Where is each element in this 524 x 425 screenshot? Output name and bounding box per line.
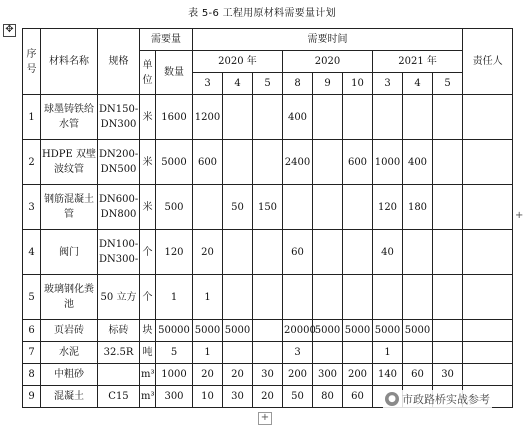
table-row [23, 140, 513, 185]
row-number: 4 [23, 230, 41, 275]
month-header: 5 [253, 73, 283, 95]
month-value-cell [313, 275, 343, 320]
month-value-cell [433, 275, 463, 320]
material-name: 中粗砂 [41, 364, 98, 386]
material-spec: DN100-DN300- [98, 230, 140, 275]
month-value-cell: 1000 [373, 140, 403, 185]
month-value-cell [343, 342, 373, 364]
month-value-cell: 200 [283, 364, 313, 386]
month-value-cell: 5000 [373, 320, 403, 342]
watermark [383, 390, 492, 408]
month-value-cell: 180 [403, 185, 433, 230]
material-spec: 32.5R [98, 342, 140, 364]
material-spec: DN600-DN800 [98, 185, 140, 230]
month-value-cell: 5000 [193, 320, 223, 342]
month-value-cell [223, 342, 253, 364]
month-value-cell: 300 [313, 364, 343, 386]
month-value-cell [193, 185, 223, 230]
month-value-cell [403, 230, 433, 275]
header-time: 需要时间 [193, 29, 463, 51]
table-caption: 表 5-6 工程用原材料需要量计划 [188, 8, 336, 19]
month-value-cell: 1 [193, 342, 223, 364]
month-value-cell [343, 275, 373, 320]
table-row [23, 342, 513, 364]
month-value-cell: 3 [283, 342, 313, 364]
header-year-2020-a: 2020 年 [193, 51, 283, 73]
material-name: 阀门 [41, 230, 98, 275]
month-value-cell [223, 275, 253, 320]
month-value-cell [343, 95, 373, 140]
month-value-cell [433, 140, 463, 185]
month-value-cell [253, 140, 283, 185]
unit-cell: 米 [140, 185, 156, 230]
month-header: 9 [313, 73, 343, 95]
unit-cell: 块 [140, 320, 156, 342]
month-value-cell: 2400 [283, 140, 313, 185]
material-spec: DN150-DN300 [98, 95, 140, 140]
header-unit: 单 位 [140, 51, 156, 95]
owner-cell [463, 230, 513, 275]
material-spec: DN200-DN500 [98, 140, 140, 185]
material-spec: C15 [98, 386, 140, 408]
month-value-cell [433, 342, 463, 364]
header-row-1 [23, 29, 513, 51]
month-value-cell [313, 230, 343, 275]
month-value-cell: 50 [283, 386, 313, 408]
month-value-cell: 400 [283, 95, 313, 140]
month-value-cell [283, 185, 313, 230]
month-value-cell: 1200 [193, 95, 223, 140]
month-value-cell [373, 95, 403, 140]
row-number: 7 [23, 342, 41, 364]
table-row [23, 275, 513, 320]
month-value-cell [253, 342, 283, 364]
quantity-cell: 500 [156, 185, 193, 230]
table-row [23, 230, 513, 275]
material-name: 玻璃钢化粪池 [41, 275, 98, 320]
month-value-cell: 400 [403, 140, 433, 185]
header-owner: 责任人 [463, 29, 513, 95]
month-header: 4 [223, 73, 253, 95]
quantity-cell: 50000 [156, 320, 193, 342]
owner-cell [463, 364, 513, 386]
month-value-cell: 40 [373, 230, 403, 275]
owner-cell [463, 185, 513, 230]
header-quantity: 数量 [156, 51, 193, 95]
month-value-cell: 60 [283, 230, 313, 275]
quantity-cell: 300 [156, 386, 193, 408]
month-value-cell: 60 [403, 364, 433, 386]
owner-cell [463, 320, 513, 342]
month-value-cell: 20 [193, 364, 223, 386]
month-value-cell: 20 [193, 230, 223, 275]
month-value-cell [313, 140, 343, 185]
row-number: 9 [23, 386, 41, 408]
month-value-cell [433, 185, 463, 230]
month-value-cell [223, 95, 253, 140]
row-number: 6 [23, 320, 41, 342]
month-value-cell [373, 275, 403, 320]
month-value-cell: 50 [223, 185, 253, 230]
header-seq: 序 号 [23, 29, 41, 95]
month-value-cell [283, 275, 313, 320]
quantity-cell: 5 [156, 342, 193, 364]
unit-cell: 米 [140, 95, 156, 140]
month-value-cell [223, 140, 253, 185]
unit-cell: 个 [140, 275, 156, 320]
month-value-cell: 30 [253, 364, 283, 386]
month-header: 8 [283, 73, 313, 95]
row-number: 1 [23, 95, 41, 140]
month-value-cell [253, 275, 283, 320]
material-spec: 标砖 [98, 320, 140, 342]
owner-cell [463, 140, 513, 185]
month-value-cell [433, 320, 463, 342]
month-value-cell: 80 [313, 386, 343, 408]
month-value-cell: 5000 [223, 320, 253, 342]
add-row-handle-icon[interactable]: + [258, 412, 272, 425]
month-header: 10 [343, 73, 373, 95]
month-value-cell: 20 [223, 364, 253, 386]
month-value-cell [253, 320, 283, 342]
wechat-icon: ● [385, 392, 399, 406]
material-name: 钢筋混凝土管 [41, 185, 98, 230]
quantity-cell: 1600 [156, 95, 193, 140]
month-value-cell: 140 [373, 364, 403, 386]
month-value-cell [253, 95, 283, 140]
watermark-text: 市政路桥实战参考 [402, 393, 490, 406]
month-value-cell: 5000 [313, 320, 343, 342]
month-value-cell [223, 230, 253, 275]
month-value-cell [313, 95, 343, 140]
month-header: 3 [193, 73, 223, 95]
material-plan-table [22, 28, 513, 408]
quantity-cell: 5000 [156, 140, 193, 185]
header-year-2021: 2021 年 [373, 51, 463, 73]
header-material-name: 材料名称 [41, 29, 98, 95]
material-name: 页岩砖 [41, 320, 98, 342]
month-value-cell: 600 [193, 140, 223, 185]
month-value-cell [343, 230, 373, 275]
month-value-cell: 30 [223, 386, 253, 408]
material-spec [98, 364, 140, 386]
month-value-cell: 20 [253, 386, 283, 408]
month-value-cell: 30 [433, 364, 463, 386]
month-value-cell: 5000 [343, 320, 373, 342]
add-column-handle-icon[interactable]: + [515, 210, 524, 221]
quantity-cell: 120 [156, 230, 193, 275]
month-value-cell: 200 [343, 364, 373, 386]
month-value-cell: 120 [373, 185, 403, 230]
quantity-cell: 1 [156, 275, 193, 320]
month-value-cell: 20000 [283, 320, 313, 342]
row-number: 5 [23, 275, 41, 320]
month-value-cell [313, 342, 343, 364]
unit-cell: 个 [140, 230, 156, 275]
owner-cell [463, 342, 513, 364]
month-value-cell [253, 230, 283, 275]
material-name: 混凝土 [41, 386, 98, 408]
month-value-cell: 10 [193, 386, 223, 408]
header-spec: 规格 [98, 29, 140, 95]
unit-cell: m³ [140, 386, 156, 408]
table-move-handle-icon[interactable]: ✥ [3, 24, 16, 37]
header-year-2020-b: 2020 [283, 51, 373, 73]
material-spec: 50 立方 [98, 275, 140, 320]
month-value-cell [433, 95, 463, 140]
month-header: 3 [373, 73, 403, 95]
month-value-cell: 150 [253, 185, 283, 230]
row-number: 2 [23, 140, 41, 185]
month-header: 4 [403, 73, 433, 95]
table-row [23, 364, 513, 386]
material-name: 球墨铸铁给水管 [41, 95, 98, 140]
material-name: 水泥 [41, 342, 98, 364]
table-row [23, 95, 513, 140]
month-value-cell [403, 342, 433, 364]
month-value-cell [403, 275, 433, 320]
row-number: 3 [23, 185, 41, 230]
month-value-cell [433, 230, 463, 275]
month-value-cell: 1 [193, 275, 223, 320]
unit-cell: 米 [140, 140, 156, 185]
month-value-cell: 5000 [403, 320, 433, 342]
month-value-cell: 60 [343, 386, 373, 408]
material-name: HDPE 双壁波纹管 [41, 140, 98, 185]
month-value-cell [313, 185, 343, 230]
unit-cell: 吨 [140, 342, 156, 364]
month-value-cell [403, 95, 433, 140]
month-value-cell [343, 185, 373, 230]
row-number: 8 [23, 364, 41, 386]
owner-cell [463, 95, 513, 140]
month-value-cell: 600 [343, 140, 373, 185]
month-header: 5 [433, 73, 463, 95]
unit-cell: m³ [140, 364, 156, 386]
table-row [23, 320, 513, 342]
owner-cell [463, 275, 513, 320]
table-row [23, 185, 513, 230]
header-demand: 需要量 [140, 29, 193, 51]
month-value-cell: 1 [373, 342, 403, 364]
quantity-cell: 1000 [156, 364, 193, 386]
